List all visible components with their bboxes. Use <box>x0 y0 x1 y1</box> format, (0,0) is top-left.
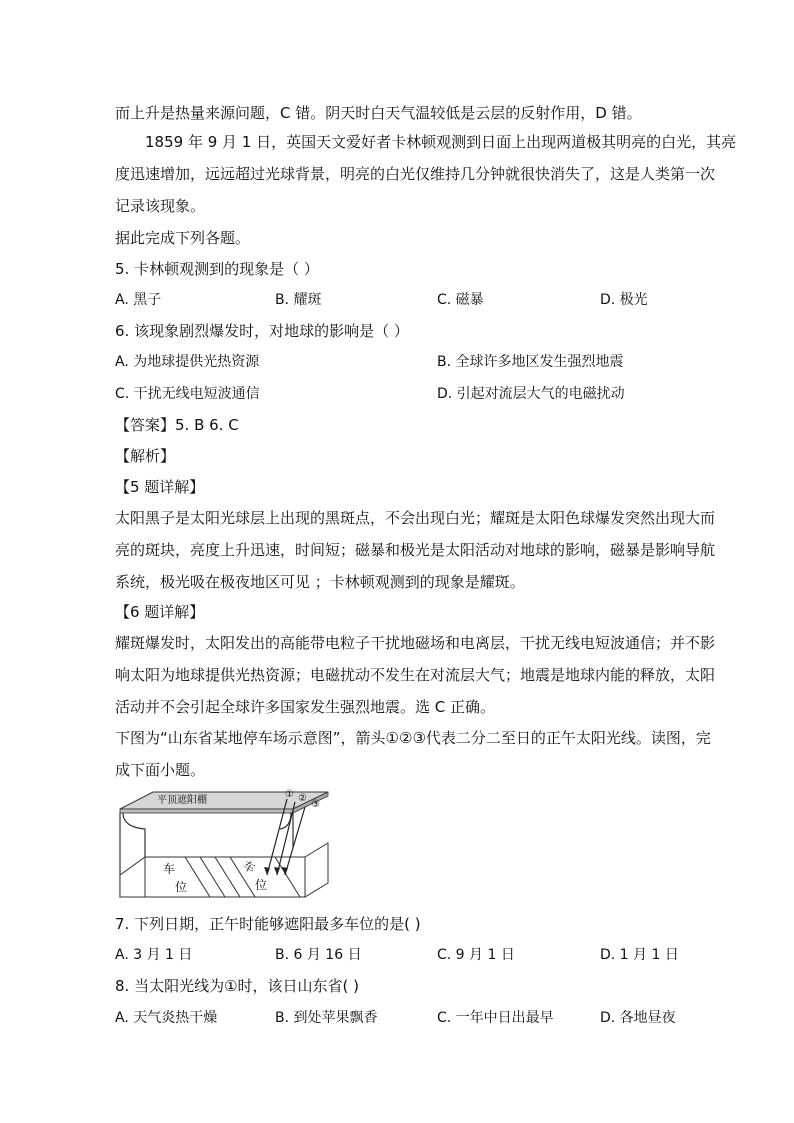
q5-option-b: B. 耀斑 <box>275 292 322 308</box>
q6-option-b: B. 全球许多地区发生强烈地震 <box>437 354 624 370</box>
q5-detail-line-3: 系统，极光吸在极夜地区可见 ；卡林顿观测到的现象是耀斑。 <box>115 573 525 591</box>
ground-left <box>120 857 145 897</box>
q5-option-d: D. 极光 <box>600 292 648 308</box>
q5-stem: 5. 卡林顿观测到的现象是（ ） <box>115 260 319 278</box>
q5-detail-line-2: 亮的斑块，亮度上升迅速，时间短；磁暴和极光是太阳活动对地球的影响，磁暴是影响导航 <box>115 541 716 559</box>
ray-label-1: ① <box>285 789 294 800</box>
spot-label-right-1: 车 <box>240 857 258 877</box>
q7-option-a: A. 3 月 1 日 <box>115 947 193 963</box>
instruction-line: 据此完成下列各题。 <box>115 229 251 247</box>
analysis-label: 【解析】 <box>115 447 176 465</box>
q8-option-c: C. 一年中日出最早 <box>437 1010 554 1026</box>
parking-lot-figure <box>115 787 335 905</box>
q6-option-c: C. 干扰无线电短波通信 <box>115 386 260 402</box>
shade-label: 平顶遮阳棚 <box>157 795 207 806</box>
q7-option-c: C. 9 月 1 日 <box>437 947 515 963</box>
q8-option-a: A. 天气炎热干燥 <box>115 1010 218 1026</box>
q6-stem: 6. 该现象剧烈爆发时，对地球的影响是（ ） <box>115 322 409 340</box>
figure-intro-line-1: 下图为“山东省某地停车场示意图”，箭头①②③代表二分二至日的正午太阳光线。读图，完 <box>115 729 711 747</box>
ray-label-2: ② <box>298 793 307 804</box>
q5-detail-label: 【5 题详解】 <box>115 478 205 496</box>
q7-stem: 7. 下列日期，正午时能够遮阳最多车位的是( ) <box>115 915 421 933</box>
q6-detail-line-2: 响太阳为地球提供光热资源；电磁扰动不发生在对流层大气；地震是地球内能的释放，太阳 <box>115 666 716 684</box>
q5-option-a: A. 黑子 <box>115 292 162 308</box>
q8-option-d: D. 各地昼夜 <box>600 1010 676 1026</box>
passage-line-2: 度迅速增加，远远超过光球背景，明亮的白光仅维持几分钟就很快消失了，这是人类第一次 <box>115 165 716 183</box>
passage-line-1: 1859 年 9 月 1 日，英国天文爱好者卡林顿观测到日面上出现两道极其明亮的白光，其亮 <box>145 133 737 151</box>
q8-stem: 8. 当太阳光线为①时，该日山东省( ) <box>115 977 360 995</box>
shade-roof <box>120 792 328 809</box>
figure-intro-line-2: 成下面小题。 <box>115 761 206 779</box>
passage-line-3: 记录该现象。 <box>115 197 206 215</box>
paragraph-continuation: 而上升是热量来源问题，C 错。阴天时白天气温较低是云层的反射作用，D 错。 <box>115 104 642 122</box>
ground-right <box>305 843 328 897</box>
answer-line: 【答案】5. B 6. C <box>115 416 239 434</box>
q5-option-c: C. 磁暴 <box>437 292 484 308</box>
ray-label-3: ③ <box>311 799 320 810</box>
q7-option-d: D. 1 月 1 日 <box>600 947 679 963</box>
q7-option-b: B. 6 月 16 日 <box>275 947 362 963</box>
q8-option-b: B. 到处苹果飘香 <box>275 1010 378 1026</box>
q6-detail-label: 【6 题详解】 <box>115 603 205 621</box>
q5-detail-line-1: 太阳黑子是太阳光球层上出现的黑斑点，不会出现白光；耀斑是太阳色球爆发突然出现大而 <box>115 509 716 527</box>
q6-option-d: D. 引起对流层大气的电磁扰动 <box>437 386 625 402</box>
roof-edge <box>120 809 293 813</box>
spot-label-left-2: 位 <box>175 880 188 894</box>
spot-label-left-1: 车 <box>163 862 176 876</box>
q6-option-a: A. 为地球提供光热资源 <box>115 354 260 370</box>
q6-detail-line-3: 活动并不会引起全球许多国家发生强烈地震。选 C 正确。 <box>115 698 496 716</box>
q6-detail-line-1: 耀斑爆发时，太阳发出的高能带电粒子干扰地磁场和电离层，干扰无线电短波通信；并不影 <box>115 634 716 652</box>
spot-label-right-2: 位 <box>255 878 268 892</box>
